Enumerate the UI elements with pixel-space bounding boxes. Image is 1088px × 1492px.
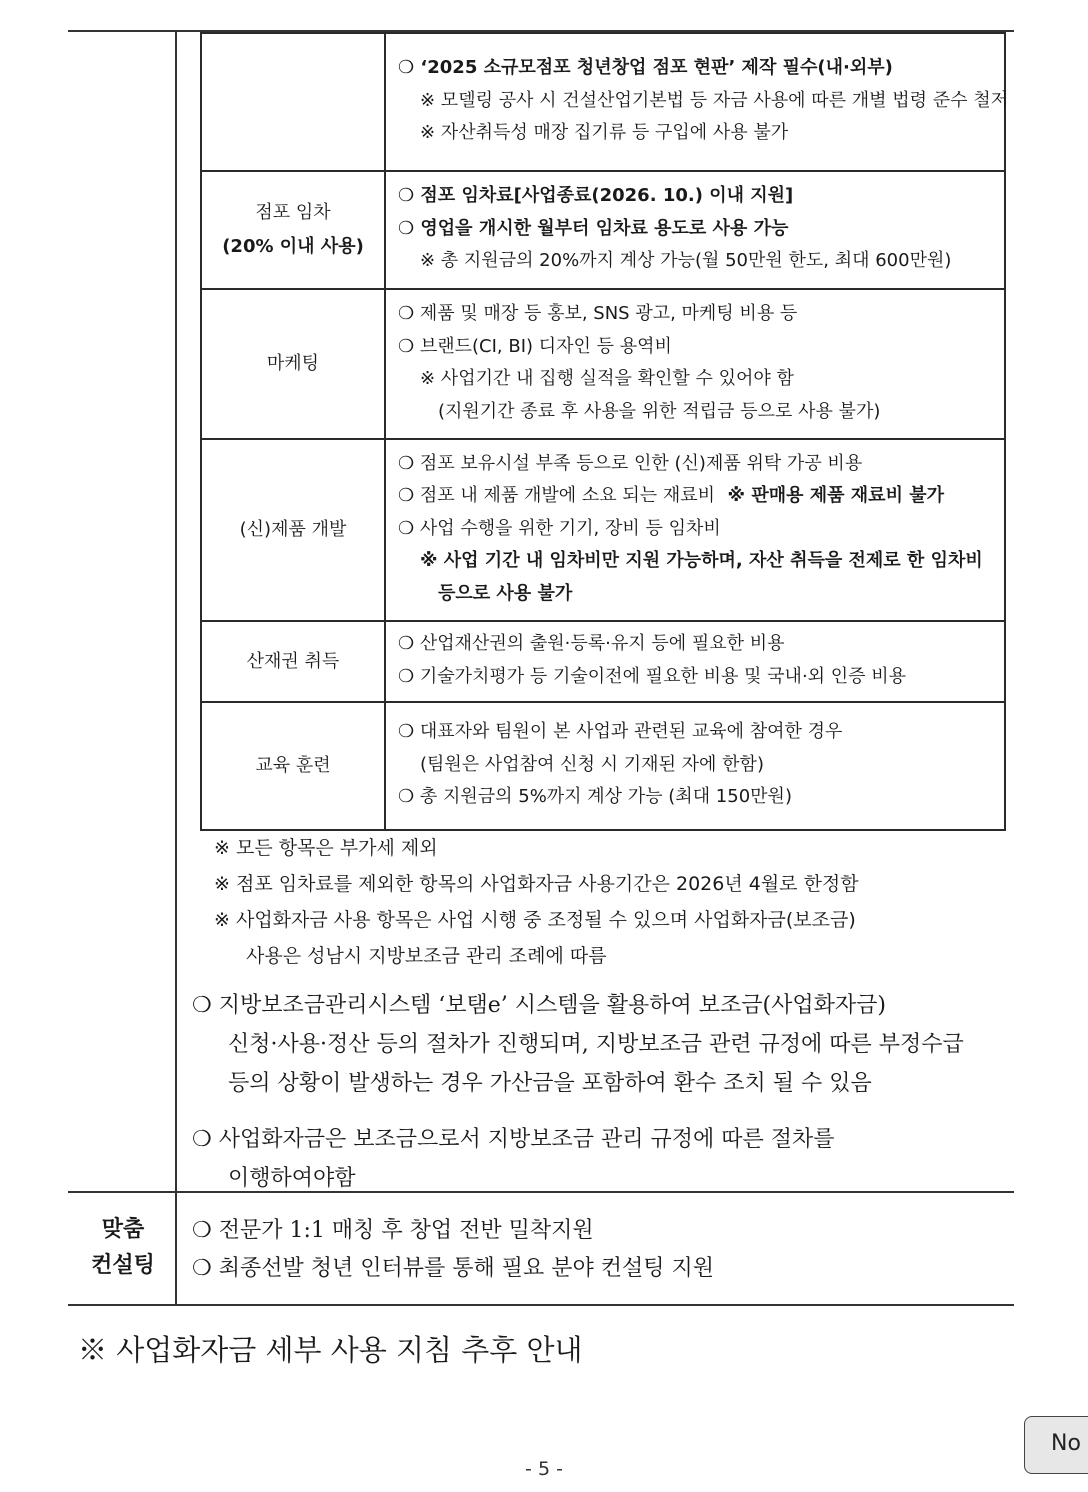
description-line [398, 331, 994, 364]
description-text: ❍ 영업을 개시한 월부터 임차료 용도로 사용 가능 [398, 217, 789, 239]
budget-category-cell [201, 289, 385, 439]
description-line [398, 117, 994, 150]
budget-description-cell [385, 33, 1008, 171]
overlay-no-button[interactable]: No [1024, 1416, 1088, 1474]
description-line [398, 448, 994, 481]
budget-table-row [201, 439, 1005, 621]
description-line [398, 213, 994, 246]
budget-usage-table [200, 32, 1006, 831]
paragraph-line: ❍ 사업화자금은 보조금으로서 지방보조금 관리 규정에 따른 절차를 [192, 1127, 835, 1152]
label-column-divider [175, 30, 177, 1306]
category-label: (20% 이내 사용) [222, 236, 364, 257]
budget-category-cell [201, 33, 385, 171]
budget-table-row [201, 702, 1005, 830]
description-text: ※ 자산취득성 매장 집기류 등 구입에 사용 불가 [420, 122, 789, 144]
page-number: - 5 - [525, 1458, 563, 1480]
description-text: ❍ 기술가치평가 등 기술이전에 필요한 비용 및 국내·외 인증 비용 [398, 665, 907, 687]
consulting-item: ❍ 전문가 1:1 매칭 후 창업 전반 밀착지원 [192, 1218, 594, 1243]
budget-description-cell [385, 171, 1005, 289]
description-text: ※ 모델링 공사 시 건설산업기본법 등 자금 사용에 따른 개별 법령 준수 철저 [420, 89, 1008, 111]
consulting-label-line: 컨설팅 [91, 1253, 155, 1278]
description-text: ❍ 점포 내 제품 개발에 소요 되는 재료비 [398, 485, 716, 507]
description-line [398, 513, 994, 546]
description-line [398, 661, 994, 694]
budget-table-row [201, 621, 1005, 702]
description-text: 등으로 사용 불가 [438, 582, 573, 604]
description-line [398, 545, 994, 578]
description-line [398, 363, 994, 396]
description-text: ❍ 총 지원금의 5%까지 계상 가능 (최대 150만원) [398, 786, 792, 808]
paragraph-line: 이행하여야함 [228, 1166, 356, 1191]
budget-category-cell [201, 702, 385, 830]
budget-description-cell [385, 621, 1005, 702]
description-text: ❍ 대표자와 팀원이 본 사업과 관련된 교육에 참여한 경우 [398, 721, 843, 743]
paragraph-line: 등의 상황이 발생하는 경우 가산금을 포함하여 환수 조치 될 수 있음 [228, 1071, 872, 1096]
description-line [398, 480, 994, 513]
description-text: (지원기간 종료 후 사용을 위한 적립금 등으로 사용 불가) [438, 400, 881, 422]
budget-table-row [201, 33, 1005, 171]
footer-note: ※ 사업화자금 세부 사용 지침 추후 안내 [78, 1333, 583, 1367]
budget-category-cell [201, 171, 385, 289]
budget-description-cell [385, 439, 1005, 621]
description-line [398, 396, 994, 429]
description-line [398, 578, 994, 611]
description-line [398, 716, 994, 749]
description-line [398, 180, 994, 213]
note-line: ※ 사업화자금 사용 항목은 사업 시행 중 조정될 수 있으며 사업화자금(보조금) [214, 909, 856, 931]
bottom-border [68, 1304, 1014, 1306]
category-label: 점포 임차 [255, 202, 331, 223]
description-text: ❍ 브랜드(CI, BI) 디자인 등 용역비 [398, 335, 672, 357]
budget-category-cell [201, 621, 385, 702]
paragraph-line: 신청·사용·정산 등의 절차가 진행되며, 지방보조금 관련 규정에 따른 부정수급 [228, 1032, 964, 1057]
category-label: 산재권 취득 [246, 650, 340, 672]
budget-description-cell [385, 289, 1005, 439]
description-text: ❍ 점포 임차료[사업종료(2026. 10.) 이내 지원] [398, 185, 794, 207]
description-line [398, 628, 994, 661]
description-warning: ※ 판매용 제품 재료비 불가 [715, 485, 944, 507]
table-notes [214, 830, 859, 974]
note-line: ※ 점포 임차료를 제외한 항목의 사업화자금 사용기간은 2026년 4월로 한정함 [214, 873, 859, 895]
budget-category-cell [201, 439, 385, 621]
category-label: (신)제품 개발 [239, 519, 347, 540]
consulting-items [192, 1212, 714, 1288]
description-text: ❍ 제품 및 매장 등 홍보, SNS 광고, 마케팅 비용 등 [398, 303, 798, 324]
category-label: 마케팅 [266, 353, 320, 374]
description-text: ❍ ‘2025 소규모점포 청년창업 점포 현판’ 제작 필수(내·외부) [398, 57, 893, 79]
description-text: ❍ 점포 보유시설 부족 등으로 인한 (신)제품 위탁 가공 비용 [398, 452, 863, 474]
category-label: 교육 훈련 [255, 755, 331, 776]
subsidy-rule-paragraph [192, 1120, 834, 1198]
description-line [398, 749, 994, 782]
budget-table-row [201, 171, 1005, 289]
description-line [398, 52, 994, 85]
description-line [398, 298, 994, 331]
budget-table-row [201, 289, 1005, 439]
note-line: ※ 모든 항목은 부가세 제외 [214, 837, 438, 859]
description-line [398, 245, 994, 278]
budget-description-cell [385, 702, 1005, 830]
subsidy-system-paragraph [192, 986, 964, 1103]
note-line: 사용은 성남시 지방보조금 관리 조례에 따름 [246, 945, 607, 967]
description-text: ❍ 산업재산권의 출원·등록·유지 등에 필요한 비용 [398, 633, 785, 654]
description-text: ※ 총 지원금의 20%까지 계상 가능(월 50만원 한도, 최대 600만원) [420, 250, 952, 272]
description-text: ❍ 사업 수행을 위한 기기, 장비 등 임차비 [398, 517, 721, 539]
paragraph-line: ❍ 지방보조금관리시스템 ‘보탬e’ 시스템을 활용하여 보조금(사업화자금) [192, 993, 886, 1018]
description-line [398, 85, 1008, 118]
description-text: (팀원은 사업참여 신청 시 기재된 자에 한함) [420, 753, 764, 775]
consulting-label-line: 맞춤 [101, 1217, 145, 1242]
consulting-label [70, 1212, 176, 1284]
description-line [398, 781, 994, 814]
consulting-item: ❍ 최종선발 청년 인터뷰를 통해 필요 분야 컨설팅 지원 [192, 1256, 714, 1281]
description-text: ※ 사업기간 내 집행 실적을 확인할 수 있어야 함 [420, 368, 794, 389]
description-text: ※ 사업 기간 내 임차비만 지원 가능하며, 자산 취득을 전제로 한 임차비 [420, 550, 983, 572]
